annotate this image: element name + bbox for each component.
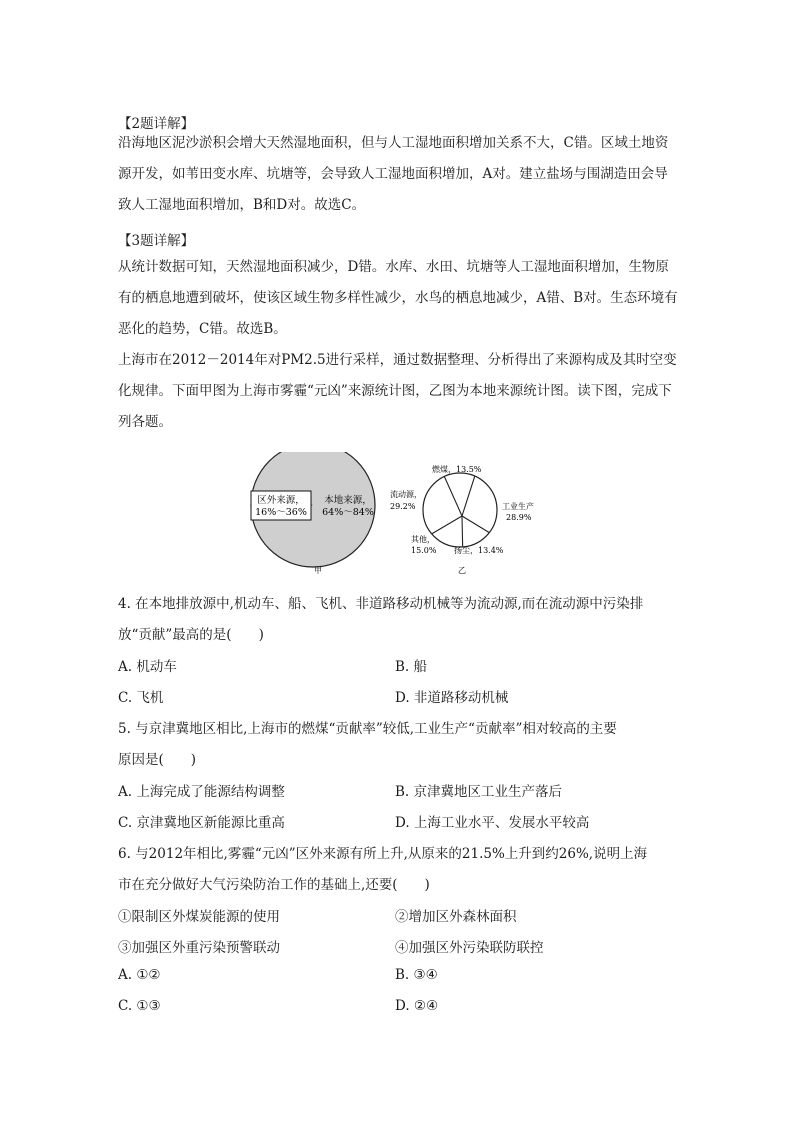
yi-label-coal: 燃煤，13.5% (432, 465, 482, 474)
q4-option-c[interactable]: C. 飞机 (118, 690, 164, 706)
passage-intro: 上海市在2012－2014年对PM2.5进行采样，通过数据整理、分析得出了来源构成及其时空变化规律。下面甲图为上海市雾霾“元凶”来源统计图，乙图为本地来源统计图。读下图，完成下列各题。 (118, 352, 677, 430)
q2-heading: 【2题详解】 (118, 116, 195, 132)
q6-option-b[interactable]: B. ③④ (395, 967, 438, 983)
yi-pie (390, 464, 534, 575)
yi-label-dust: 扬尘，13.4% (454, 546, 504, 555)
q6-statement-1: ①限制区外煤炭能源的使用 (118, 909, 280, 925)
q6-stem-line-1: 6. 与2012年相比,雾霾“元凶”区外来源有所上升,从原来的21.5%上升到约26%,说明上海 (118, 846, 648, 862)
q6-statement-3: ③加强区外重污染预警联动 (118, 940, 280, 956)
pie-charts-figure (248, 452, 548, 576)
yi-label-mobile-2: 29.2% (390, 502, 416, 511)
q5-stem-line-2: 原因是( ) (118, 752, 197, 768)
jia-external-label-1: 区外来源， (257, 495, 305, 506)
q5-option-b[interactable]: B. 京津冀地区工业生产落后 (395, 784, 563, 800)
q6-option-c[interactable]: C. ①③ (118, 998, 161, 1014)
yi-label-other-1: 其他， (411, 535, 435, 544)
yi-label-industry-2: 28.9% (506, 513, 532, 522)
q3-explanation: 从统计数据可知，天然湿地面积减少，D错。水库、水田、坑塘等人工湿地面积增加，生物原有的栖息地遭到破坏，使该区域生物多样性减少，水鸟的栖息地减少，A错、B对。生态环境有恶化的趋势，C错。故选B。 (118, 259, 678, 337)
q5-option-c[interactable]: C. 京津冀地区新能源比重高 (118, 815, 285, 831)
yi-label-mobile-1: 流动源， (390, 490, 422, 499)
yi-slice-boundary-4 (462, 516, 463, 547)
q5-stem-line-1: 5. 与京津冀地区相比,上海市的燃煤“贡献率”较低,工业生产“贡献率”相对较高的主要 (118, 721, 617, 737)
q4-option-d[interactable]: D. 非道路移动机械 (395, 690, 509, 706)
jia-local-label-1: 本地来源， (324, 495, 372, 506)
yi-label-other-2: 15.0% (411, 546, 437, 555)
q4-option-a[interactable]: A. 机动车 (118, 659, 177, 675)
q6-option-a[interactable]: A. ①② (118, 967, 161, 983)
q6-statement-4: ④加强区外污染联防联控 (395, 940, 544, 956)
q6-statement-2: ②增加区外森林面积 (395, 909, 517, 925)
q5-option-a[interactable]: A. 上海完成了能源结构调整 (118, 784, 285, 800)
jia-pie (251, 452, 375, 575)
q6-stem-line-2: 市在充分做好大气污染防治工作的基础上,还要( ) (118, 877, 430, 893)
q4-option-b[interactable]: B. 船 (395, 659, 428, 675)
q6-option-d[interactable]: D. ②④ (395, 998, 439, 1014)
q4-stem-line-1: 4. 在本地排放源中,机动车、船、飞机、非道路移动机械等为流动源,而在流动源中污染排 (118, 596, 644, 612)
yi-label-industry-1: 工业生产 (502, 502, 534, 511)
jia-local-label-2: 64%～84% (322, 507, 374, 518)
jia-external-label-2: 16%～36% (255, 507, 307, 518)
q2-explanation: 沿海地区泥沙淤积会增大天然湿地面积，但与人工湿地面积增加关系不大，C错。区域土地资源开发，如苇田变水库、坑塘等，会导致人工湿地面积增加，A对。建立盐场与围湖造田会导致人工湿地面积增加，B和D对。故选C。 (118, 135, 669, 213)
q5-option-d[interactable]: D. 上海工业水平、发展水平较高 (395, 815, 590, 831)
q3-heading: 【3题详解】 (118, 233, 195, 249)
yi-caption: 乙 (458, 566, 466, 575)
jia-caption: 甲 (314, 566, 322, 575)
q4-stem-line-2: 放“贡献”最高的是( ) (118, 627, 264, 643)
